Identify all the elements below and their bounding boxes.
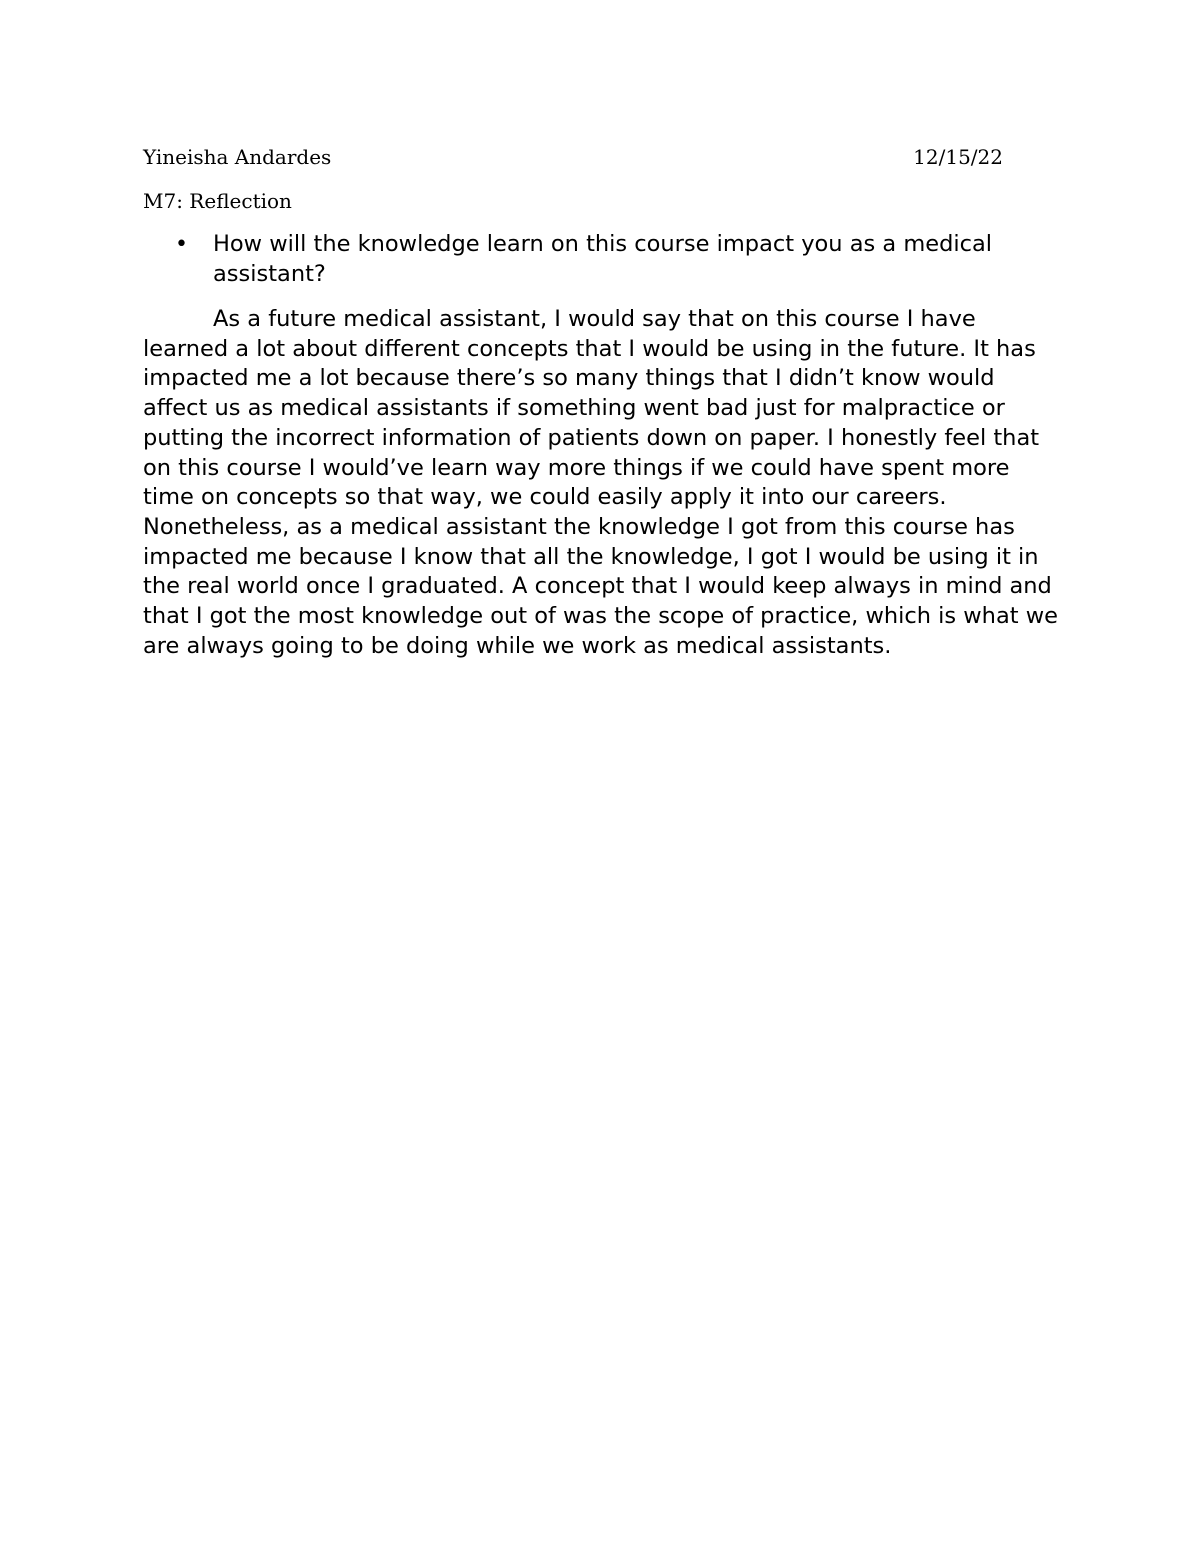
document-title: M7: Reflection xyxy=(143,189,292,213)
question-list-item xyxy=(175,230,1055,289)
author-name: Yineisha Andardes xyxy=(143,145,332,169)
question-text: How will the knowledge learn on this course impact you as a medical assistant? xyxy=(213,231,993,287)
answer-paragraph: As a future medical assistant, I would say that on this course I have learned a lot about different concepts that I would be using in the future. It has impacted me a lot because there’s so many things that I didn’t know would affect us as medical assistants if something went bad just for malpractice or putting the incorrect information of patients down on paper. I honestly feel that on this course I would’ve learn way more things if we could have spent more time on concepts so that way, we could easily apply it into our careers. Nonetheless, as a medical assistant the knowledge I got from this course has impacted me because I know that all the knowledge, I got I would be using it in the real world once I graduated. A concept that I would keep always in mind and that I got the most knowledge out of was the scope of practice, which is what we are always going to be doing while we work as medical assistants. xyxy=(143,306,1058,659)
bullet-icon: • xyxy=(175,232,188,257)
header-line xyxy=(143,143,1003,173)
document-date: 12/15/22 xyxy=(913,145,1003,169)
